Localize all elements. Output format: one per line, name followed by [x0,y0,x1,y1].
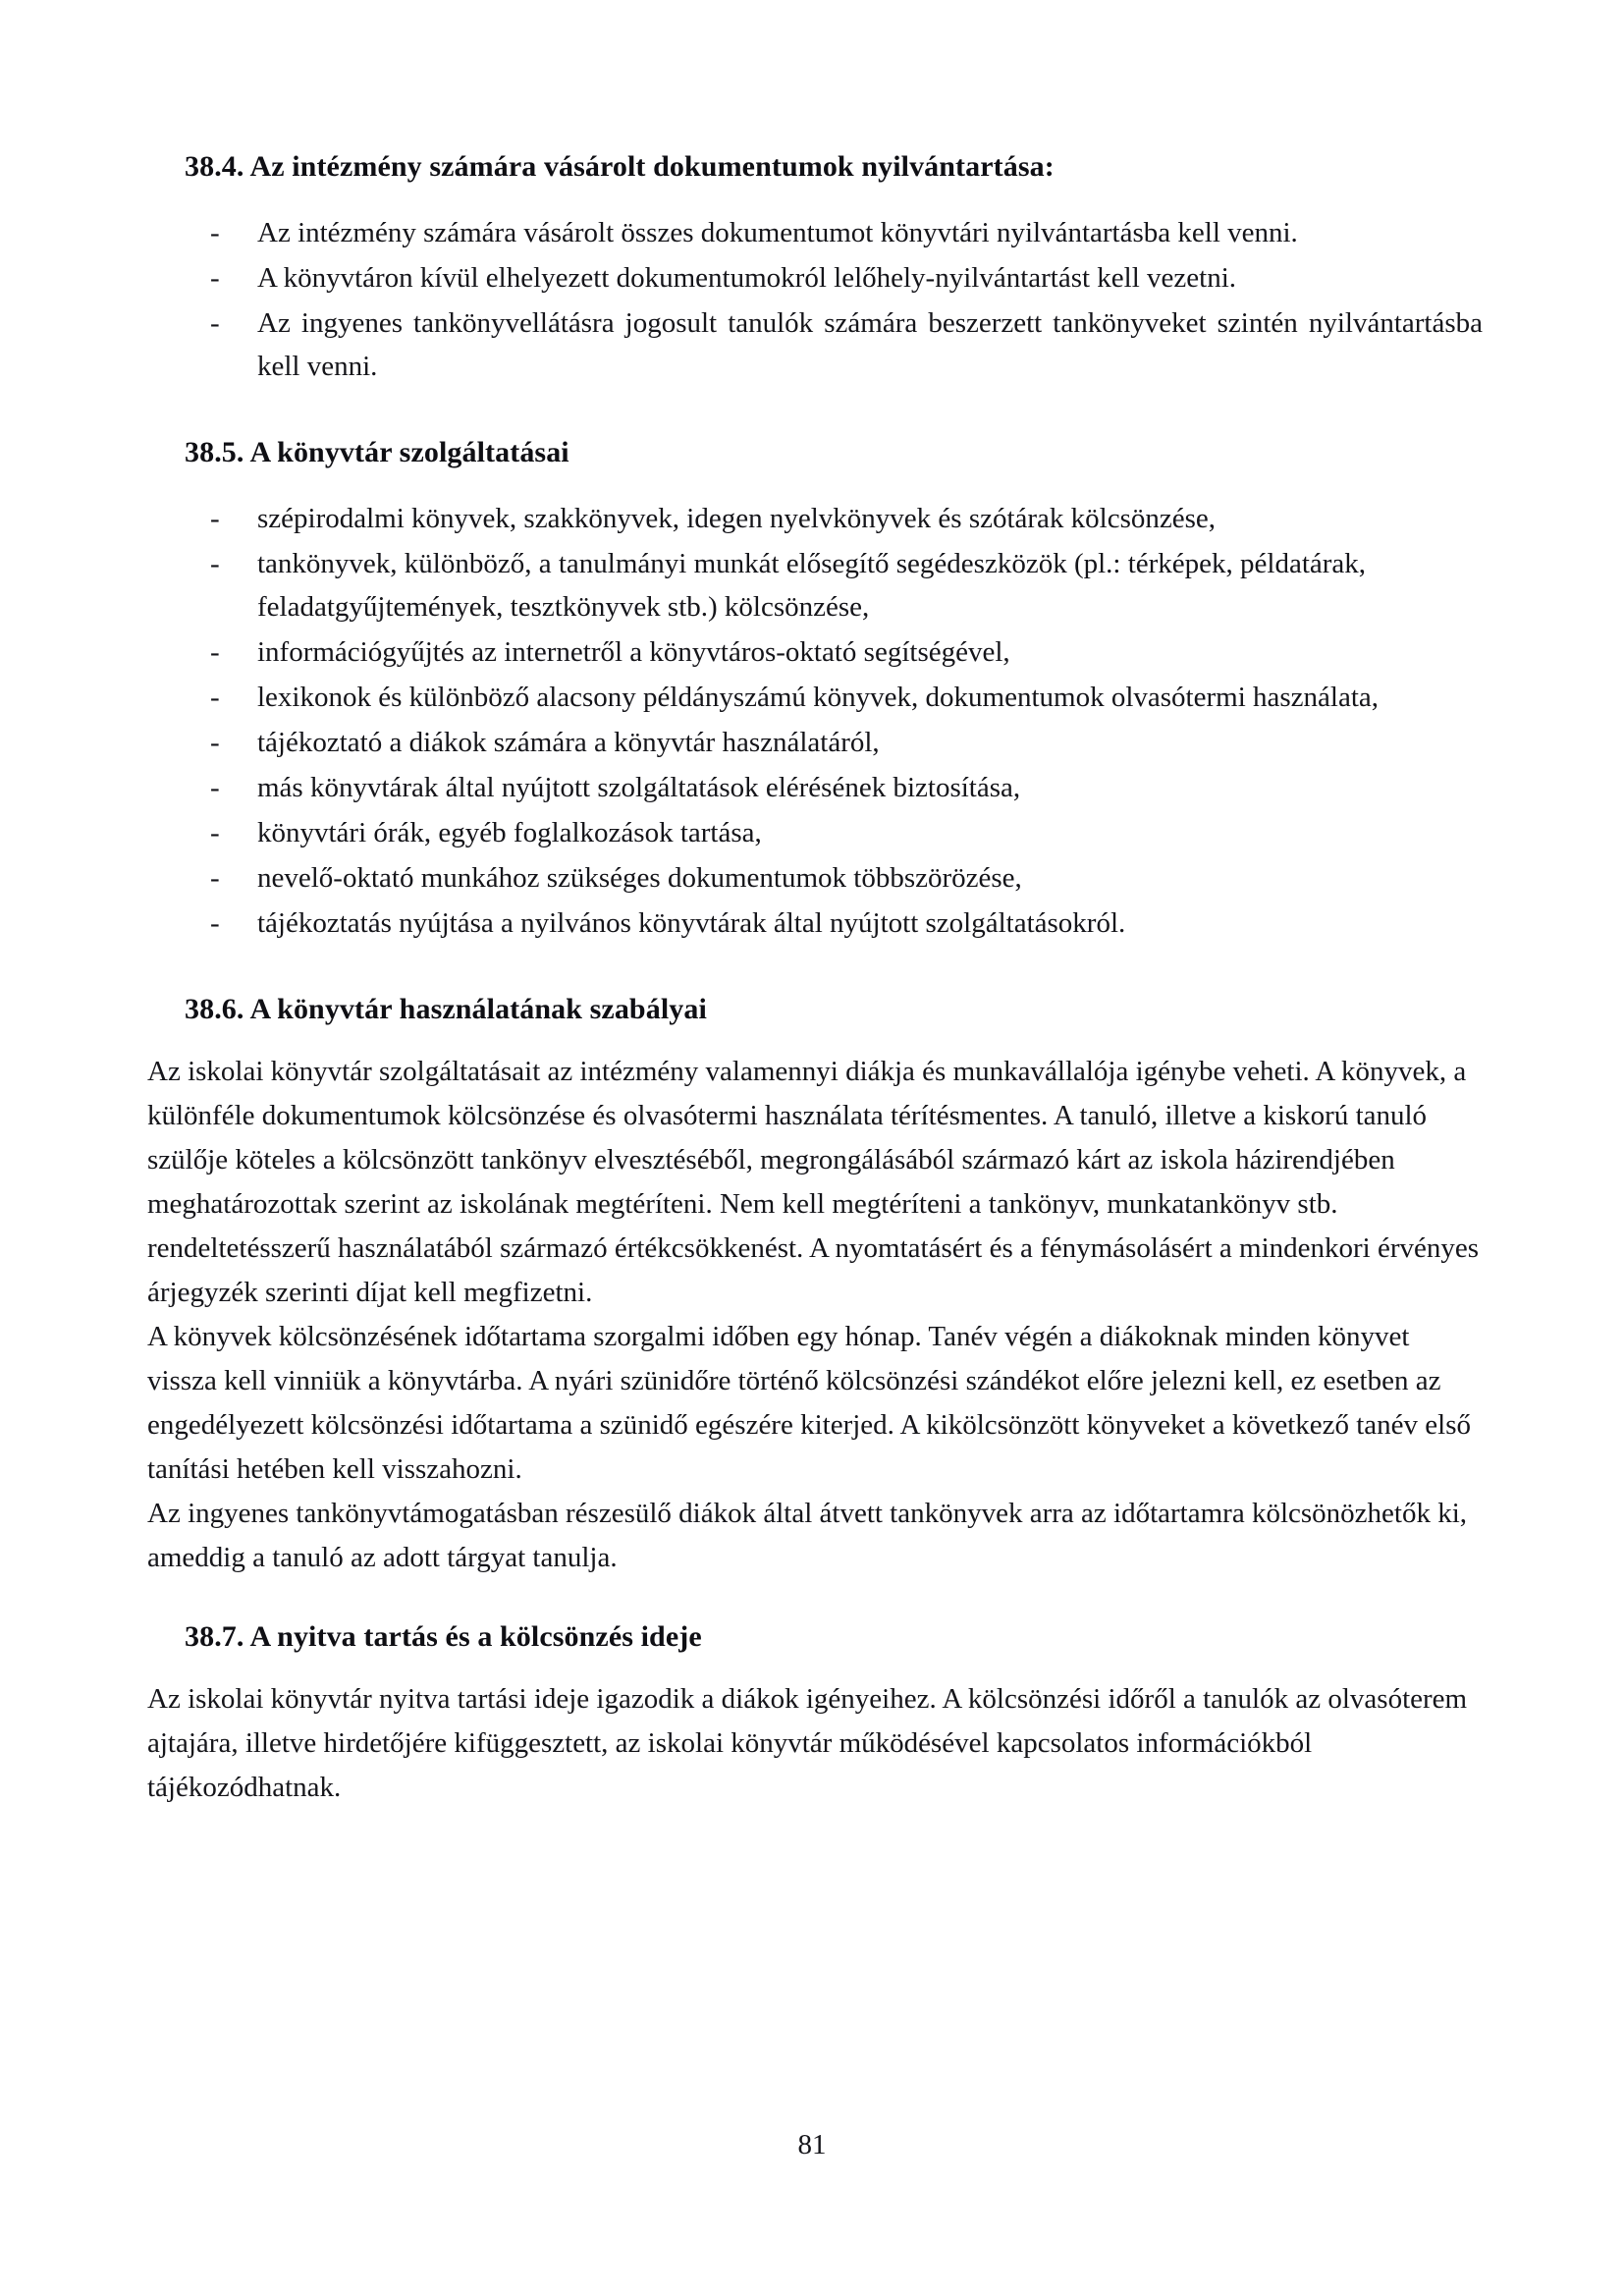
list-item [187,301,1483,388]
list-item [187,542,1483,629]
bullet-dash-icon: - [210,682,220,713]
heading-38-4: 38.4. Az intézmény számára vásárolt dokumentumok nyilvántartása: [185,150,1055,183]
spacer [147,1028,1483,1050]
bullet-dash-icon: - [210,636,220,668]
page-number: 81 [797,2129,827,2160]
bullet-dash-icon: - [210,862,220,894]
bullet-dash-icon: - [210,307,220,339]
list-item-label: tájékoztató a diákok számára a könyvtár használatáról, [257,727,880,758]
spacer [147,388,1483,433]
list-item-label: tankönyvek, különböző, a tanulmányi munkát elősegítő segédeszközök (pl.: térképek, példatárak, feladatgyűjtemények, tesztkönyvek stb.) kölcsönzése, [257,548,1367,623]
list-item-label: információgyűjtés az internetről a könyvtáros-oktató segítségével, [257,636,1010,668]
list-item-label: más könyvtárak által nyújtott szolgáltatások elérésének biztosítása, [257,772,1021,803]
bullet-dash-icon: - [210,217,220,248]
bullet-dash-icon: - [210,907,220,939]
list-item [187,721,1483,764]
paragraph-38-7-1: Az iskolai könyvtár nyitva tartási ideje igazodik a diákok igényeihez. A kölcsönzési időről a tanulók az olvasóterem ajtajára, illetve hirdetőjére kifüggesztett, az iskolai könyvtár működésével kapcsolatos információkból tájékozódhatnak. [147,1683,1468,1803]
bullet-dash-icon: - [210,772,220,803]
list-item [187,766,1483,809]
heading-38-5: 38.5. A könyvtár szolgáltatásai [185,436,569,468]
paragraph-38-6-1: Az iskolai könyvtár szolgáltatásait az intézmény valamennyi diákja és munkavállalója igénybe veheti. A könyvek, a különféle dokumentumok kölcsönzése és olvasótermi használata térítésmentes. A tanuló, illetve a kiskorú tanuló szülője köteles a kölcsönzött tankönyv elvesztéséből, megrongálásából származó kárt az iskola házirendjében meghatározottak szerint az iskolának megtéríteni. Nem kell megtéríteni a tankönyv, munkatankönyv stb. rendeltetésszerű használatából származó értékcsökkenést. A nyomtatásért és a fénymásolásért a mindenkori érvényes árjegyzék szerinti díjat kell megfizetni. [147,1056,1480,1308]
heading-38-7: 38.7. A nyitva tartás és a kölcsönzés ideje [185,1620,702,1653]
bullet-list-38-5 [187,497,1483,945]
bullet-dash-icon: - [210,727,220,758]
list-item [187,856,1483,900]
page-content [147,147,1483,1810]
heading-38-6: 38.6. A könyvtár használatának szabályai [185,993,707,1025]
list-item-label: lexikonok és különböző alacsony példányszámú könyvek, dokumentumok olvasótermi használata, [257,682,1380,713]
list-item [187,497,1483,540]
list-item [187,811,1483,854]
bullet-dash-icon: - [210,548,220,579]
list-item [187,630,1483,674]
list-item [187,676,1483,719]
list-item-label: Az ingyenes tankönyvellátásra jogosult tanulók számára beszerzett tankönyveket szintén nyilvántartásba kell venni. [257,307,1483,382]
list-item [187,211,1483,254]
spacer [147,471,1483,497]
spacer [147,1580,1483,1617]
spacer [147,1656,1483,1677]
list-item-label: nevelő-oktató munkához szükséges dokumentumok többszörözése, [257,862,1022,894]
bullet-dash-icon: - [210,817,220,848]
bullet-list-38-4 [187,211,1483,388]
list-item-label: A könyvtáron kívül elhelyezett dokumentumokról lelőhely-nyilvántartást kell vezetni. [257,262,1237,294]
list-item-label: tájékoztatás nyújtása a nyilvános könyvtárak által nyújtott szolgáltatásokról. [257,907,1126,939]
list-item-label: könyvtári órák, egyéb foglalkozások tartása, [257,817,762,848]
spacer [147,945,1483,990]
list-item [187,902,1483,945]
paragraph-38-6-2: A könyvek kölcsönzésének időtartama szorgalmi időben egy hónap. Tanév végén a diákoknak minden könyvet vissza kell vinniük a könyvtárba. A nyári szünidőre történő kölcsönzési szándékot előre jelezni kell, ez esetben az engedélyezett kölcsönzési időtartama a szünidő egészére kiterjed. A kikölcsönzött könyveket a következő tanév első tanítási hetében kell visszahozni. [147,1321,1472,1485]
spacer [147,186,1483,211]
bullet-dash-icon: - [210,262,220,294]
list-item-label: Az intézmény számára vásárolt összes dokumentumot könyvtári nyilvántartásba kell venni. [257,217,1298,248]
list-item [187,256,1483,300]
bullet-dash-icon: - [210,503,220,534]
list-item-label: szépirodalmi könyvek, szakkönyvek, idegen nyelvkönyvek és szótárak kölcsönzése, [257,503,1217,534]
paragraph-38-6-3: Az ingyenes tankönyvtámogatásban részesülő diákok által átvett tankönyvek arra az időtartamra kölcsönözhetők ki, ameddig a tanuló az adott tárgyat tanulja. [147,1498,1468,1573]
